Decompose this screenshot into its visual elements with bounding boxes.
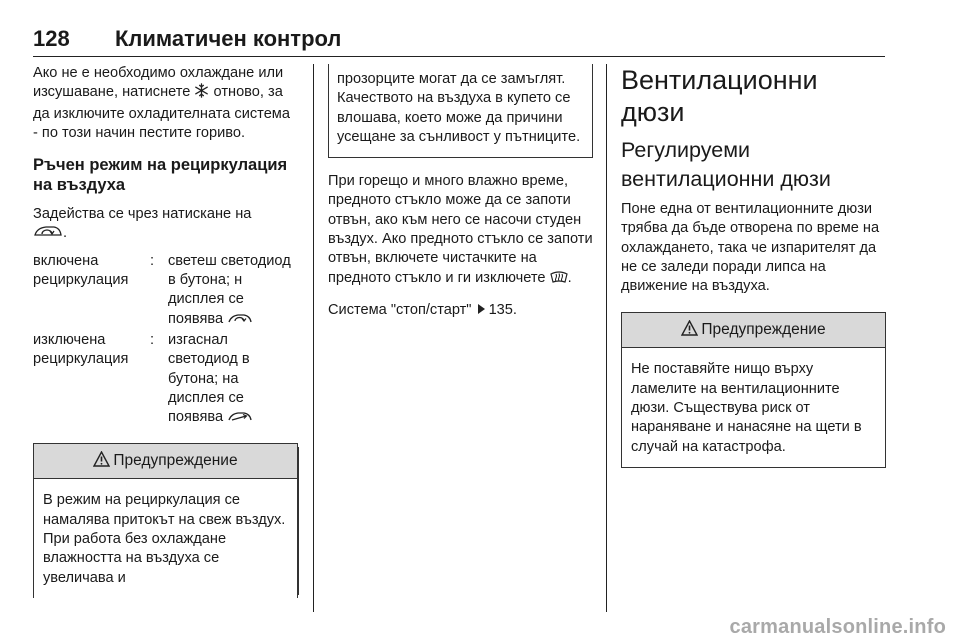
subsection-title: Регулируеми вентилационни дюзи [621,138,831,191]
warning-box-edge [298,447,299,595]
intro-paragraph: Ако не е необходимо охлаждане или изсушаване, натиснете отново, за да изключите охладителната система - по този начин пестите гориво. [33,65,290,141]
recirculation-state-list [33,252,298,430]
warning-text: Не поставяйте нищо върху ламелите на вентилационните дюзи. Съществува риск от нараняване и нанасяне на щети в случай на катастрофа. [631,361,862,455]
warning-box-edge [33,447,34,595]
activation-text: Задейства се чрез натискане на . [33,205,298,246]
warning-box-recirculation [33,443,298,597]
list-item: включена рециркулация : светеш светодиод в бутона; н дисплея се появява [33,252,298,331]
warning-text-continued: прозорците могат да се замъглят. Качеството на въздуха в купето се влошава, което може да причини усещане за сънливост у пътниците. [337,71,581,145]
section-title: Ръчен режим на рециркулация на въздуха [33,156,288,195]
page-number: 128 [33,26,70,51]
warning-box-vents [621,312,886,467]
stop-start-reference: Система "стоп/старт" 135. [328,301,517,318]
column-middle [328,64,593,320]
page-reference[interactable]: 135. [488,301,517,318]
warning-text: В режим на рециркулация се намалява притокът на свеж въздух. При работа без охлаждане влажността на въздуха се увеличава и [43,492,286,586]
warning-header: Предупреждение [34,444,297,479]
column-right [621,64,886,468]
page-reference-arrow-icon [478,304,485,314]
recirculation-on-icon [227,312,253,331]
warning-header: Предупреждение [622,313,885,348]
vents-paragraph: Поне една от вентилационните дюзи трябва да бъде отворена по време на охлаждането, така че изпарителят да не се заледи поради липса на движение на въздуха. [621,201,880,295]
page-header [33,24,885,57]
list-item: изключена рециркулация : изгаснал светодиод в бутона; на дисплея се появява [33,331,298,429]
warning-box-continued [328,64,593,158]
snowflake-icon [194,83,209,104]
column-divider [313,64,314,612]
chapter-title: Климатичен контрол [115,26,342,51]
watermark: carmanualsonline.info [729,616,946,638]
fogging-paragraph: При горещо и много влажно време, предното стъкло може да се запоти отвън, ако към него се насочи студен въздух. Ако предното стъкло се запоти отвън, включете чистачките на предното стъкло и ги изключете . [328,172,593,290]
column-left [33,64,298,598]
windscreen-defrost-icon [550,270,568,290]
recirculation-icon [33,224,63,245]
warning-triangle-icon [681,320,701,341]
column-divider [606,64,607,612]
section-title-vents: Вентилационни дюзи [621,65,818,127]
fresh-air-icon [227,410,253,429]
warning-triangle-icon [93,451,113,472]
